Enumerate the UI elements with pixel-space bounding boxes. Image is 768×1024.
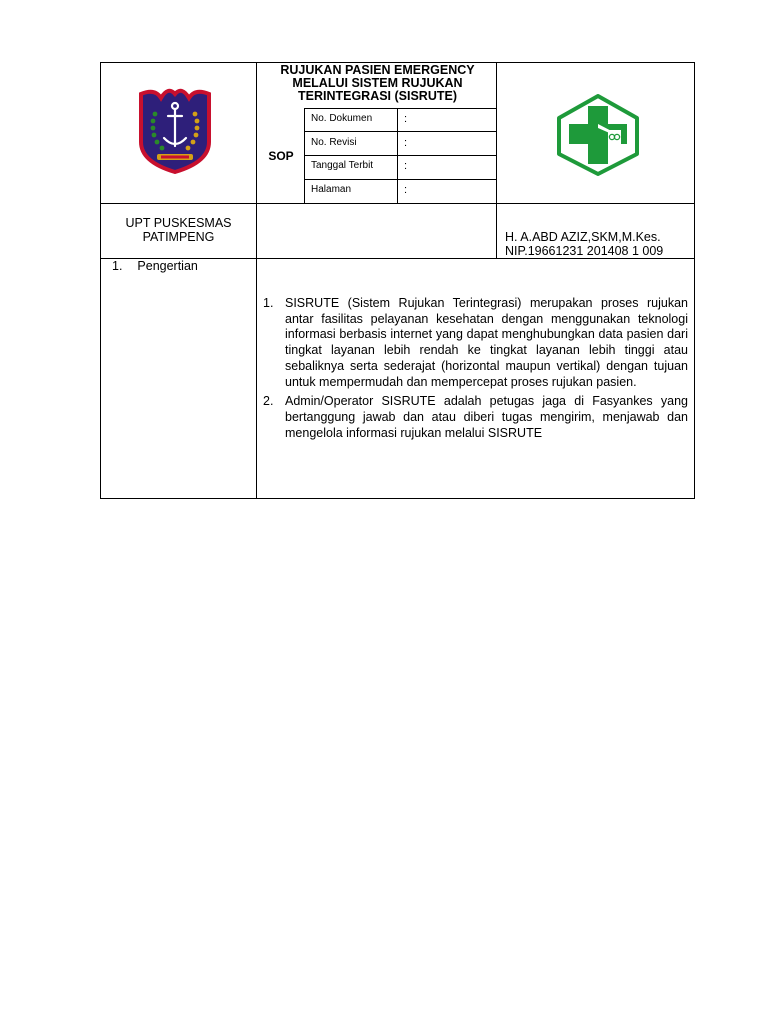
list-item-number: 1. [263, 296, 274, 310]
signatory [505, 230, 663, 258]
institution-name-line2: PATIMPENG [142, 230, 215, 244]
signatory-name: H. A.ABD AZIZ,SKM,M.Kes. [505, 230, 661, 244]
table-border-left [100, 62, 101, 499]
list-item-number: 2. [263, 394, 274, 409]
section-title: Pengertian [137, 259, 198, 273]
regency-crest-logo [135, 86, 215, 174]
list-item-text: SISRUTE (Sistem Rujukan Terintegrasi) merupakan proses rujukan antar fasilitas pelayanan kesehatan dengan menggunakan teknologi informasi berbasis internet yang dapat menghubungkan data pasien dari tingkat layanan lebih rendah ke tingkat layanan lebih tinggi atau sebaliknya serta sederajat (horizontal maupun vertikal) dengan tujuan untuk mempermudah dan mempercepat proses rujukan pasien. [285, 296, 688, 389]
document-title: RUJUKAN PASIEN EMERGENCY MELALUI SISTEM RUJUKAN TERINTEGRASI (SISRUTE) [280, 63, 475, 103]
table-border-right [694, 62, 695, 499]
table-col-logo-right [256, 62, 257, 499]
list-item-text: Admin/Operator SISRUTE adalah petugas jaga di Fasyankes yang bertanggung jawab dan atau diberi tugas mengirim, menjawab dan mengelola informasi rujukan melalui SISRUTE [285, 394, 688, 440]
regency-crest-anchor-icon [135, 86, 215, 174]
sop-label: SOP [268, 149, 294, 163]
table-rule-title-bottom [304, 108, 497, 109]
institution-name-line1: UPT PUSKESMAS [125, 216, 232, 230]
puskesmas-logo [555, 94, 641, 176]
section-number: 1. [112, 259, 123, 273]
table-rule-meta-3 [304, 179, 497, 180]
list-item [263, 394, 688, 441]
meta-colon-no-dokumen: : [404, 113, 408, 125]
meta-label-halaman: Halaman [311, 184, 352, 195]
table-rule-meta-1 [304, 131, 497, 132]
meta-label-no-dokumen: No. Dokumen [311, 113, 373, 124]
definition-list [263, 296, 688, 445]
table-col-sop-right [304, 108, 305, 204]
section-heading [112, 259, 198, 273]
meta-label-no-revisi: No. Revisi [311, 137, 357, 148]
meta-colon-tanggal-terbit: : [404, 160, 408, 172]
institution-name [101, 216, 256, 244]
signatory-nip: NIP.19661231 201408 1 009 [505, 244, 664, 258]
meta-colon-halaman: : [404, 184, 408, 196]
puskesmas-green-cross-icon [555, 94, 641, 176]
list-item [263, 296, 688, 390]
table-border-bottom [100, 498, 695, 499]
table-rule-meta-2 [304, 155, 497, 156]
meta-label-tanggal-terbit: Tanggal Terbit [311, 160, 374, 171]
table-col-meta-right [397, 108, 398, 204]
meta-colon-no-revisi: : [404, 137, 408, 149]
